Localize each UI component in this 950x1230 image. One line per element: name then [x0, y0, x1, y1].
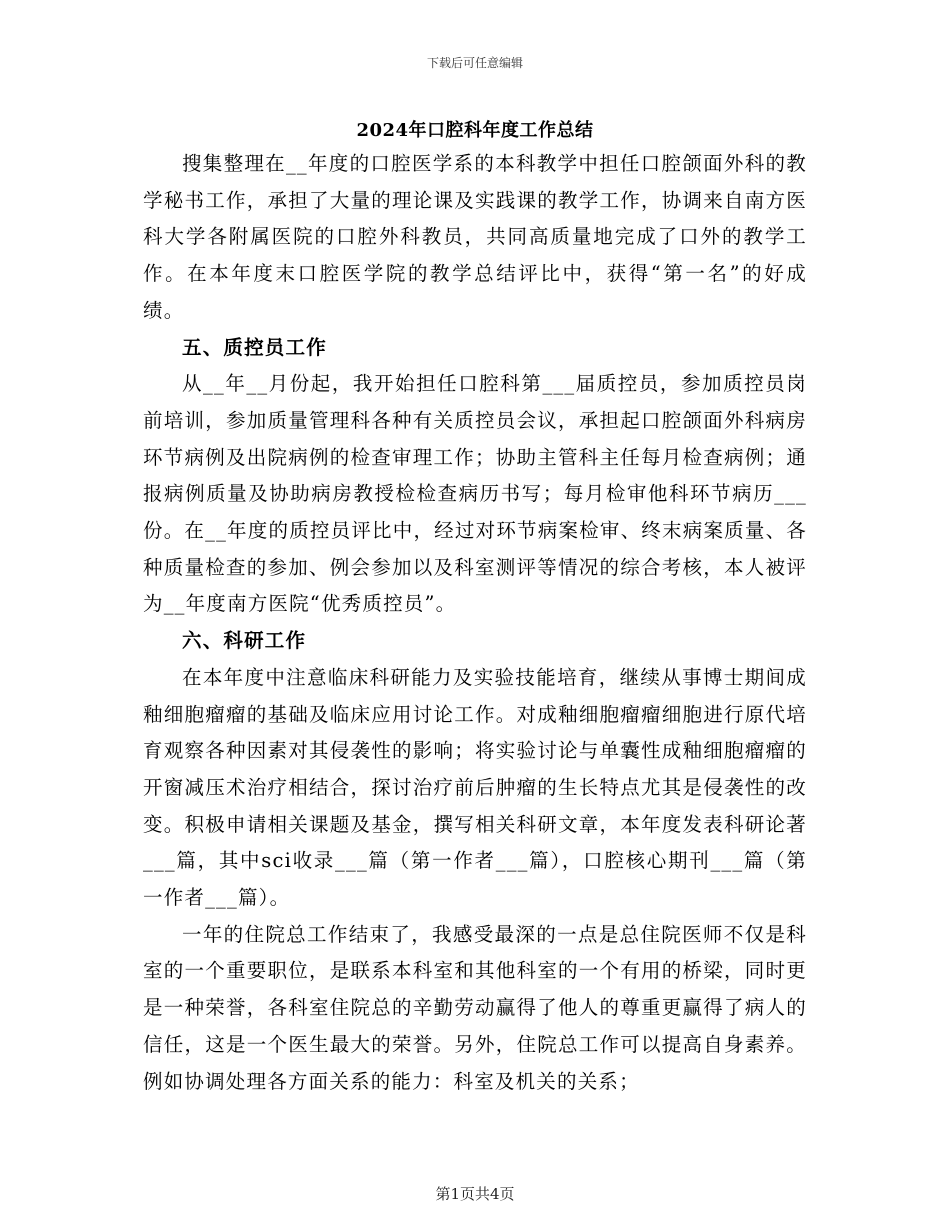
paragraph-teaching-secretary: 搜集整理在__年度的口腔医学系的本科教学中担任口腔颌面外科的教学秘书工作，承担了大量的理论课及实践课的教学工作，协调来自南方医科大学各附属医院的口腔外科教员，共同高质量地完成了口外的教学工作。在本年度末口腔医学院的教学总结评比中，获得“第一名”的好成绩。 — [143, 152, 807, 322]
section-heading-research: 六、科研工作 — [182, 629, 307, 653]
page-header-note: 下载后可任意编辑 — [426, 56, 523, 70]
paragraph-research: 在本年度中注意临床科研能力及实验技能培育，继续从事博士期间成釉细胞瘤瘤的基础及临床应用讨论工作。对成釉细胞瘤瘤细胞进行原代培育观察各种因素对其侵袭性的影响；将实验讨论与单囊性成釉细胞瘤瘤的开窗减压术治疗相结合，探讨治疗前后肿瘤的生长特点尤其是侵袭性的改变。积极申请相关课题及基金，撰写相关科研文章，本年度发表科研论著___篇，其中sci收录___篇（第一作者___篇），口腔核心期刊___篇（第一作者___篇）。 — [143, 665, 807, 910]
section-heading-quality-control: 五、质控员工作 — [182, 335, 327, 359]
paragraph-chief-resident-reflection: 一年的住院总工作结束了，我感受最深的一点是总住院医师不仅是科室的一个重要职位，是联系本科室和其他科室的一个有用的桥梁，同时更是一种荣誉，各科室住院总的辛勤劳动赢得了他人的尊重更赢得了病人的信任，这是一个医生最大的荣誉。另外，住院总工作可以提高自身素养。例如协调处理各方面关系的能力：科室及机关的关系； — [143, 922, 807, 1093]
page-number: 第1页共4页 — [435, 1185, 515, 1203]
paragraph-quality-control: 从__年__月份起，我开始担任口腔科第___届质控员，参加质控员岗前培训，参加质量管理科各种有关质控员会议，承担起口腔颌面外科病房环节病例及出院病例的检查审理工作；协助主管科主任每月检查病例；通报病例质量及协助病房教授检检查病历书写；每月检审他科环节病历___份。在__年度的质控员评比中，经过对环节病案检审、终末病案质量、各种质量检查的参加、例会参加以及科室测评等情况的综合考核，本人被评为__年度南方医院“优秀质控员”。 — [143, 372, 807, 616]
document-body — [143, 146, 807, 1100]
document-title: 2024年口腔科年度工作总结 — [356, 120, 594, 141]
